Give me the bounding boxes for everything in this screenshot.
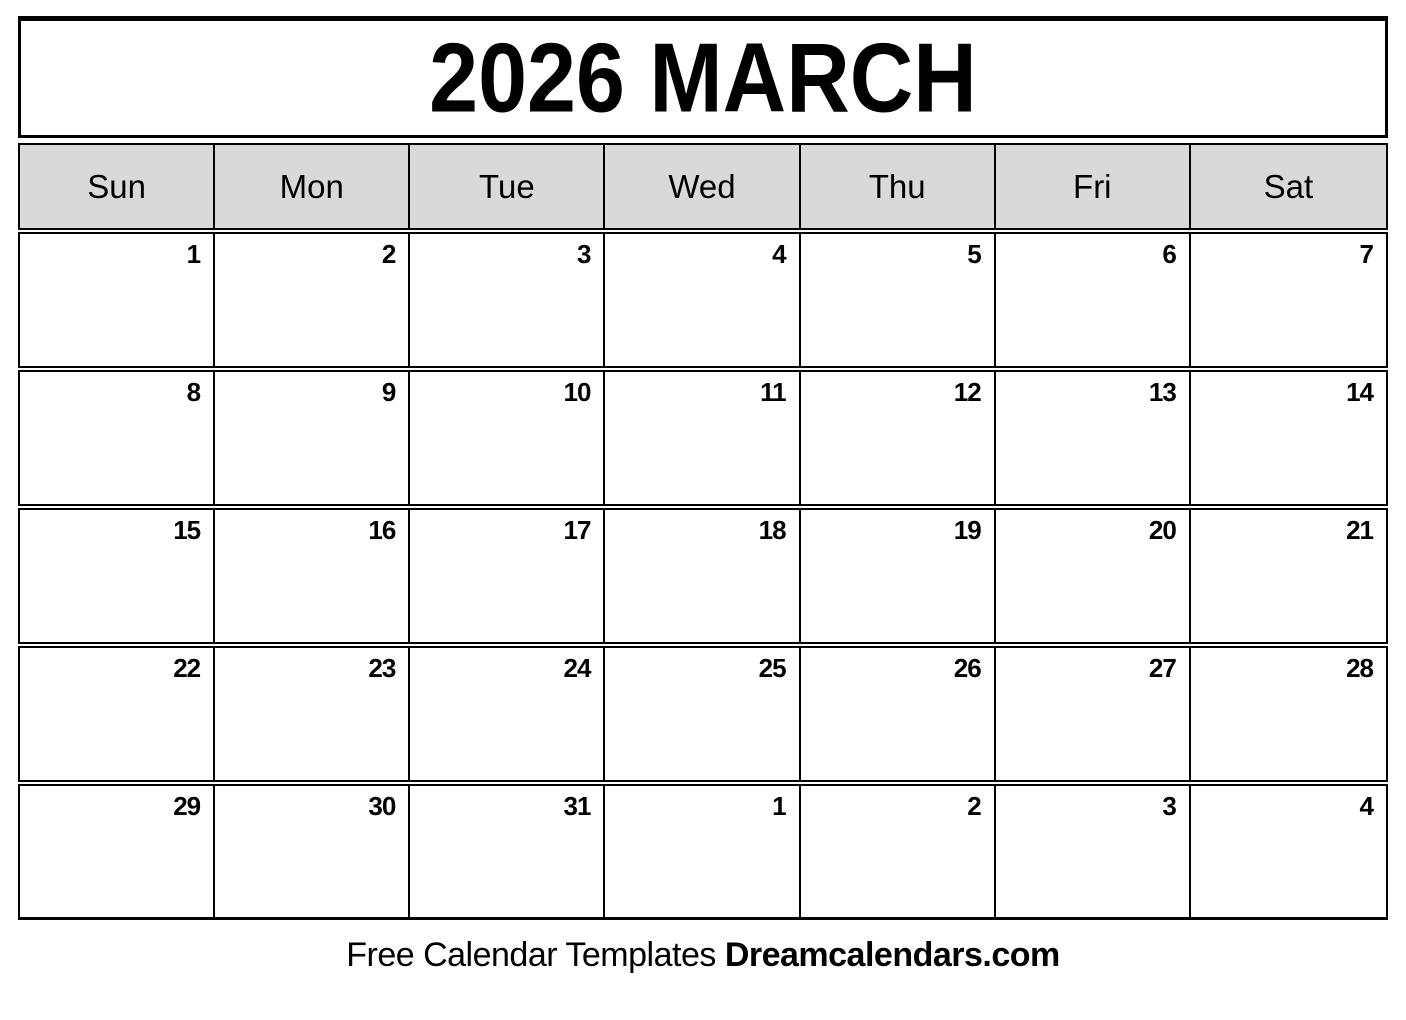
day-cell [801, 234, 996, 366]
calendar-grid [18, 232, 1388, 920]
day-cell [996, 234, 1191, 366]
day-cell [605, 234, 800, 366]
day-number: 3 [1162, 791, 1176, 821]
weekday-header-sun: Sun [20, 145, 215, 228]
day-number: 20 [1148, 515, 1176, 545]
day-cell [20, 786, 215, 917]
week-row-1 [18, 232, 1388, 368]
day-number: 7 [1359, 239, 1373, 269]
day-number: 22 [173, 653, 201, 683]
day-cell [801, 648, 996, 780]
day-cell [1191, 786, 1386, 917]
day-number: 1 [186, 239, 201, 269]
day-cell [20, 510, 215, 642]
day-cell [801, 372, 996, 504]
weekday-header-thu: Thu [801, 145, 996, 228]
day-cell [20, 648, 215, 780]
day-cell [410, 786, 605, 917]
week-row-5 [18, 784, 1388, 920]
weekday-header-tue: Tue [410, 145, 605, 228]
day-number: 8 [186, 377, 201, 407]
day-number: 4 [772, 239, 786, 269]
day-number: 24 [563, 653, 591, 683]
day-number: 25 [758, 653, 786, 683]
day-cell [215, 786, 410, 917]
day-number: 17 [563, 515, 591, 545]
day-number: 27 [1148, 653, 1176, 683]
day-cell [605, 648, 800, 780]
day-cell [215, 648, 410, 780]
day-number: 2 [381, 239, 396, 269]
weekday-header-wed: Wed [605, 145, 800, 228]
day-number: 26 [953, 653, 981, 683]
week-row-4 [18, 646, 1388, 782]
day-cell [605, 510, 800, 642]
day-number: 21 [1346, 515, 1373, 545]
day-number: 2 [967, 791, 981, 821]
footer-brand: Dreamcalendars.com [724, 936, 1060, 974]
weekday-header-fri: Fri [996, 145, 1191, 228]
day-number: 9 [381, 377, 396, 407]
day-cell [1191, 648, 1386, 780]
day-number: 31 [563, 791, 591, 821]
day-cell [605, 786, 800, 917]
day-cell [410, 510, 605, 642]
day-number: 23 [368, 653, 396, 683]
day-number: 30 [368, 791, 396, 821]
week-row-3 [18, 508, 1388, 644]
day-number: 15 [173, 515, 201, 545]
weekday-header-sat: Sat [1263, 167, 1314, 205]
day-cell [996, 786, 1191, 917]
day-number: 18 [758, 515, 786, 545]
day-cell [215, 510, 410, 642]
day-number: 29 [173, 791, 201, 821]
day-cell [1191, 234, 1386, 366]
day-cell [215, 372, 410, 504]
day-cell [20, 234, 215, 366]
day-cell [801, 510, 996, 642]
day-cell [996, 510, 1191, 642]
day-number: 6 [1162, 239, 1176, 269]
day-cell [20, 372, 215, 504]
day-number: 3 [576, 239, 591, 269]
day-cell [215, 234, 410, 366]
day-number: 16 [368, 515, 396, 545]
day-cell [996, 648, 1191, 780]
weekday-header-row [18, 143, 1388, 230]
day-number: 4 [1359, 791, 1373, 821]
day-cell [996, 372, 1191, 504]
day-cell [410, 648, 605, 780]
day-number: 19 [953, 515, 981, 545]
footer [0, 936, 1406, 975]
footer-label: Free Calendar Templates [346, 936, 716, 974]
day-cell [410, 372, 605, 504]
day-cell [605, 372, 800, 504]
day-number: 28 [1346, 653, 1373, 683]
calendar-title: 2026 MARCH [429, 22, 977, 133]
day-number: 11 [760, 377, 786, 407]
day-number: 12 [953, 377, 981, 407]
week-row-2 [18, 370, 1388, 506]
day-number: 5 [967, 239, 981, 269]
calendar-title-box [18, 16, 1388, 138]
day-cell [1191, 510, 1386, 642]
day-cell [1191, 372, 1386, 504]
day-number: 10 [563, 377, 591, 407]
day-number: 1 [772, 791, 786, 821]
day-number: 13 [1148, 377, 1176, 407]
day-number: 14 [1346, 377, 1373, 407]
day-cell [801, 786, 996, 917]
day-cell [410, 234, 605, 366]
weekday-header-mon: Mon [215, 145, 410, 228]
